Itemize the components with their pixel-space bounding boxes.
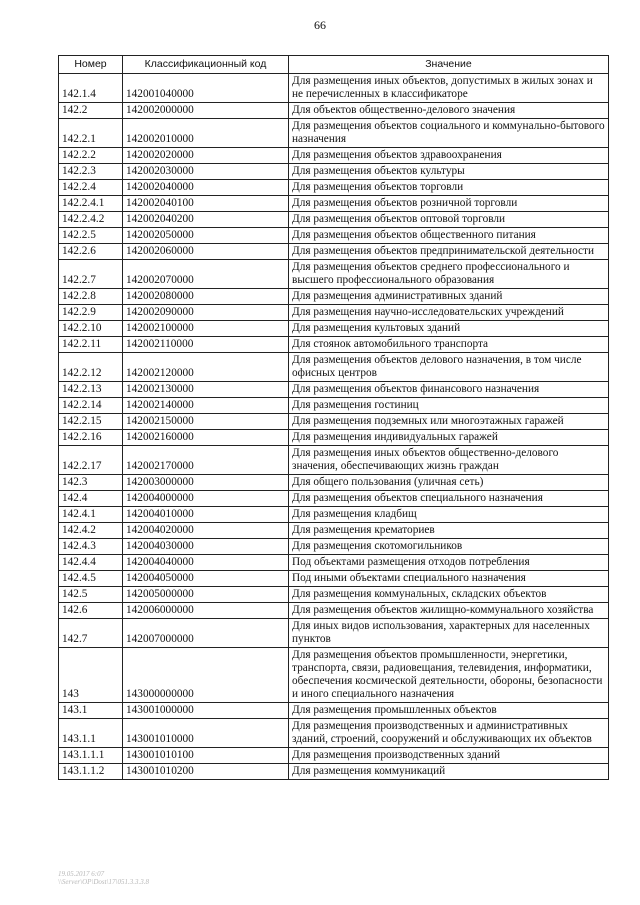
cell-value: Для размещения объектов предпринимательской деятельности — [289, 244, 609, 260]
cell-number: 142.7 — [59, 619, 123, 648]
cell-code: 142004010000 — [123, 507, 289, 523]
cell-value: Для размещения объектов делового назначения, в том числе офисных центров — [289, 353, 609, 382]
cell-value: Для общего пользования (уличная сеть) — [289, 475, 609, 491]
cell-number: 142.2.4 — [59, 180, 123, 196]
cell-value: Для размещения иных объектов, допустимых в жилых зонах и не перечисленных в классификаторе — [289, 74, 609, 103]
table-row — [59, 619, 609, 648]
table-row — [59, 414, 609, 430]
cell-code: 142002050000 — [123, 228, 289, 244]
cell-code: 142002040100 — [123, 196, 289, 212]
cell-value: Для размещения научно-исследовательских учреждений — [289, 305, 609, 321]
cell-code: 142006000000 — [123, 603, 289, 619]
cell-number: 142.2 — [59, 103, 123, 119]
cell-number: 142.2.1 — [59, 119, 123, 148]
cell-number: 142.2.3 — [59, 164, 123, 180]
cell-number: 142.2.12 — [59, 353, 123, 382]
cell-code: 142002090000 — [123, 305, 289, 321]
cell-value: Под иными объектами специального назначения — [289, 571, 609, 587]
table-row — [59, 571, 609, 587]
cell-code: 143001010100 — [123, 748, 289, 764]
footer-timestamp: 19.05.2017 6:07 — [58, 870, 105, 878]
cell-code: 142004040000 — [123, 555, 289, 571]
cell-value: Для стоянок автомобильного транспорта — [289, 337, 609, 353]
table-row — [59, 382, 609, 398]
cell-value: Для размещения скотомогильников — [289, 539, 609, 555]
cell-number: 143.1.1 — [59, 719, 123, 748]
cell-code: 142002110000 — [123, 337, 289, 353]
header-code: Классификационный код — [123, 56, 289, 74]
table-row — [59, 321, 609, 337]
cell-value: Для объектов общественно-делового значения — [289, 103, 609, 119]
cell-number: 143 — [59, 648, 123, 703]
table-row — [59, 523, 609, 539]
cell-number: 142.3 — [59, 475, 123, 491]
table-row — [59, 244, 609, 260]
cell-number: 142.5 — [59, 587, 123, 603]
cell-number: 142.2.15 — [59, 414, 123, 430]
cell-value: Для размещения промышленных объектов — [289, 703, 609, 719]
table-row — [59, 305, 609, 321]
cell-code: 142003000000 — [123, 475, 289, 491]
cell-value: Для размещения культовых зданий — [289, 321, 609, 337]
cell-value: Для размещения объектов жилищно-коммунального хозяйства — [289, 603, 609, 619]
table-row — [59, 555, 609, 571]
table-row — [59, 119, 609, 148]
cell-value: Для размещения индивидуальных гаражей — [289, 430, 609, 446]
cell-number: 142.2.9 — [59, 305, 123, 321]
cell-value: Для размещения административных зданий — [289, 289, 609, 305]
cell-number: 142.4.4 — [59, 555, 123, 571]
cell-number: 142.2.16 — [59, 430, 123, 446]
cell-code: 142004030000 — [123, 539, 289, 555]
cell-code: 143000000000 — [123, 648, 289, 703]
cell-code: 142002020000 — [123, 148, 289, 164]
cell-number: 143.1 — [59, 703, 123, 719]
cell-code: 142002120000 — [123, 353, 289, 382]
cell-value: Для размещения объектов торговли — [289, 180, 609, 196]
cell-number: 143.1.1.2 — [59, 764, 123, 780]
header-number: Номер — [59, 56, 123, 74]
cell-value: Для размещения объектов здравоохранения — [289, 148, 609, 164]
cell-code: 142005000000 — [123, 587, 289, 603]
cell-number: 142.2.14 — [59, 398, 123, 414]
table-row — [59, 212, 609, 228]
cell-number: 142.4 — [59, 491, 123, 507]
cell-code: 142002130000 — [123, 382, 289, 398]
cell-value: Для размещения объектов среднего профессионального и высшего профессионального образования — [289, 260, 609, 289]
cell-number: 142.1.4 — [59, 74, 123, 103]
table-row — [59, 180, 609, 196]
cell-value: Для размещения объектов финансового назначения — [289, 382, 609, 398]
cell-code: 142004020000 — [123, 523, 289, 539]
table-row — [59, 164, 609, 180]
table-header-row — [59, 56, 609, 74]
table-row — [59, 430, 609, 446]
cell-code: 142002070000 — [123, 260, 289, 289]
cell-code: 142002040000 — [123, 180, 289, 196]
table-row — [59, 764, 609, 780]
table-row — [59, 446, 609, 475]
cell-code: 142002150000 — [123, 414, 289, 430]
cell-value: Для размещения производственных и административных зданий, строений, сооружений и обслуживающих их объектов — [289, 719, 609, 748]
cell-code: 142004000000 — [123, 491, 289, 507]
cell-code: 142007000000 — [123, 619, 289, 648]
table-row — [59, 148, 609, 164]
table-row — [59, 337, 609, 353]
cell-value: Для размещения кладбищ — [289, 507, 609, 523]
cell-value: Для размещения объектов промышленности, энергетики, транспорта, связи, радиовещания, телевидения, информатики, обеспечения космической деятельности, обороны, безопасности и иного специального назначения — [289, 648, 609, 703]
cell-value: Для иных видов использования, характерных для населенных пунктов — [289, 619, 609, 648]
cell-number: 142.6 — [59, 603, 123, 619]
cell-value: Для размещения иных объектов общественно-делового значения, обеспечивающих жизнь граждан — [289, 446, 609, 475]
header-value: Значение — [289, 56, 609, 74]
cell-code: 143001000000 — [123, 703, 289, 719]
cell-value: Для размещения объектов общественного питания — [289, 228, 609, 244]
cell-value: Для размещения гостиниц — [289, 398, 609, 414]
table-row — [59, 103, 609, 119]
cell-number: 142.2.4.1 — [59, 196, 123, 212]
footer-path: \\Server\OP\Dost\17\051.3.3.3.8 — [58, 878, 149, 886]
cell-code: 142002170000 — [123, 446, 289, 475]
cell-value: Для размещения производственных зданий — [289, 748, 609, 764]
cell-code: 142001040000 — [123, 74, 289, 103]
page-number: 66 — [314, 18, 326, 32]
cell-number: 142.2.13 — [59, 382, 123, 398]
table-row — [59, 648, 609, 703]
cell-value: Для размещения объектов специального назначения — [289, 491, 609, 507]
cell-code: 143001010200 — [123, 764, 289, 780]
cell-code: 142002160000 — [123, 430, 289, 446]
table-row — [59, 196, 609, 212]
cell-value: Для размещения объектов розничной торговли — [289, 196, 609, 212]
cell-number: 142.4.1 — [59, 507, 123, 523]
cell-number: 142.2.11 — [59, 337, 123, 353]
cell-code: 142002140000 — [123, 398, 289, 414]
footer-stamp — [58, 870, 149, 886]
table-row — [59, 228, 609, 244]
cell-code: 142002010000 — [123, 119, 289, 148]
cell-number: 142.2.4.2 — [59, 212, 123, 228]
cell-number: 142.2.2 — [59, 148, 123, 164]
table-row — [59, 491, 609, 507]
cell-number: 142.2.5 — [59, 228, 123, 244]
cell-value: Для размещения коммунальных, складских объектов — [289, 587, 609, 603]
cell-number: 142.2.7 — [59, 260, 123, 289]
cell-value: Для размещения подземных или многоэтажных гаражей — [289, 414, 609, 430]
cell-number: 142.4.2 — [59, 523, 123, 539]
table-row — [59, 289, 609, 305]
table-row — [59, 703, 609, 719]
cell-value: Для размещения крематориев — [289, 523, 609, 539]
table-row — [59, 587, 609, 603]
table-row — [59, 353, 609, 382]
cell-code: 142002030000 — [123, 164, 289, 180]
table-row — [59, 539, 609, 555]
classifier-table — [58, 55, 609, 780]
table-row — [59, 603, 609, 619]
table-row — [59, 74, 609, 103]
cell-number: 143.1.1.1 — [59, 748, 123, 764]
cell-value: Для размещения объектов социального и коммунально-бытового назначения — [289, 119, 609, 148]
cell-number: 142.4.5 — [59, 571, 123, 587]
table-row — [59, 398, 609, 414]
cell-value: Под объектами размещения отходов потребления — [289, 555, 609, 571]
cell-number: 142.4.3 — [59, 539, 123, 555]
table-row — [59, 719, 609, 748]
table-row — [59, 748, 609, 764]
cell-number: 142.2.10 — [59, 321, 123, 337]
cell-code: 142002040200 — [123, 212, 289, 228]
cell-value: Для размещения объектов культуры — [289, 164, 609, 180]
cell-code: 142004050000 — [123, 571, 289, 587]
cell-number: 142.2.6 — [59, 244, 123, 260]
cell-code: 142002000000 — [123, 103, 289, 119]
table-row — [59, 475, 609, 491]
cell-code: 143001010000 — [123, 719, 289, 748]
cell-code: 142002100000 — [123, 321, 289, 337]
cell-number: 142.2.8 — [59, 289, 123, 305]
cell-value: Для размещения коммуникаций — [289, 764, 609, 780]
cell-code: 142002080000 — [123, 289, 289, 305]
table-row — [59, 507, 609, 523]
table-row — [59, 260, 609, 289]
cell-code: 142002060000 — [123, 244, 289, 260]
cell-number: 142.2.17 — [59, 446, 123, 475]
cell-value: Для размещения объектов оптовой торговли — [289, 212, 609, 228]
